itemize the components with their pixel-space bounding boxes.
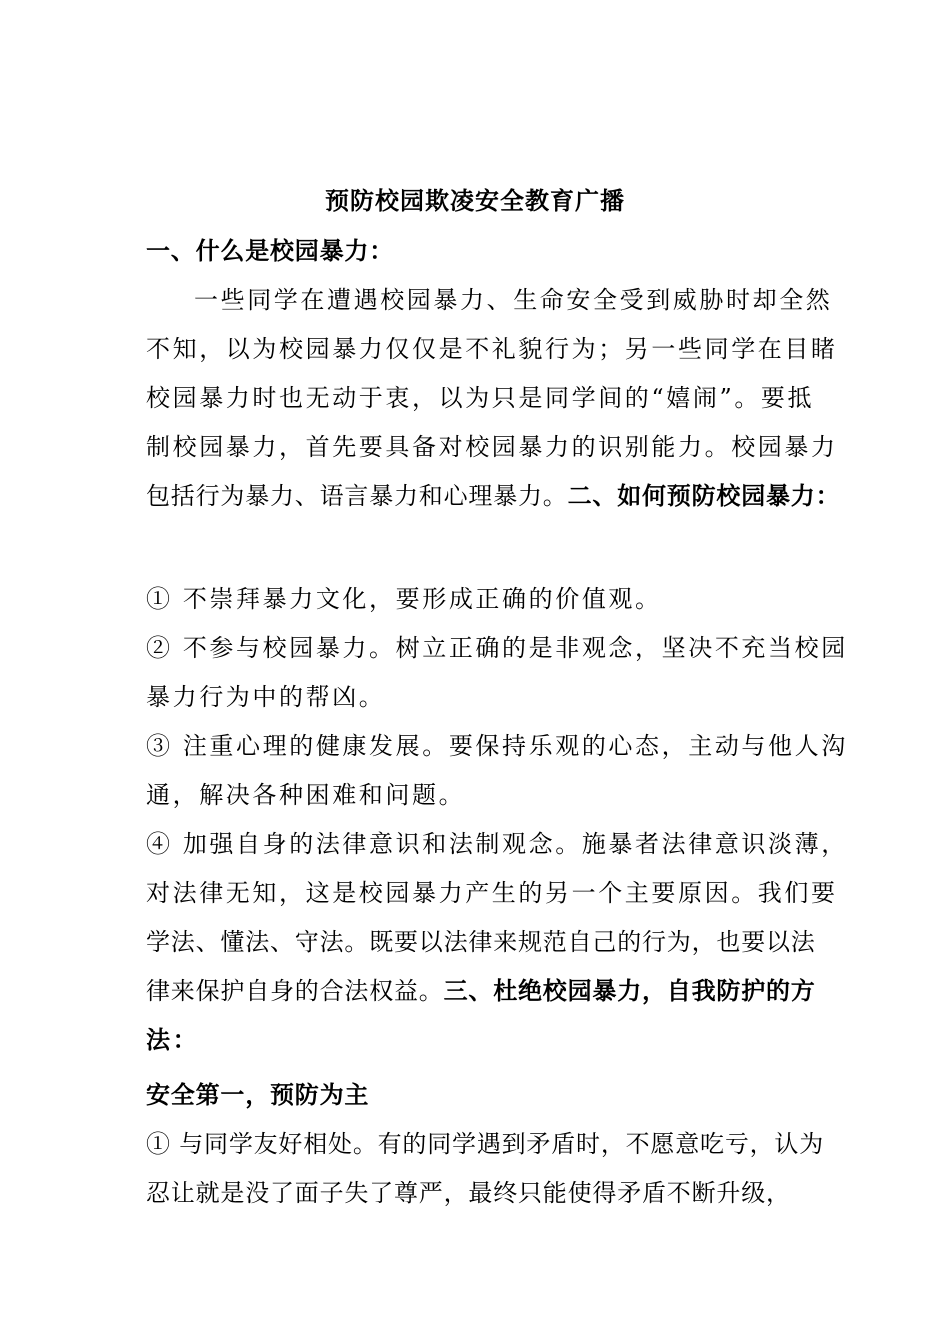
list-item-continuation bbox=[146, 971, 826, 1011]
section-heading-how-to-prevent: 二、如何预防校园暴力： bbox=[567, 481, 841, 510]
list-item-continuation: 通，解决各种困难和问题。 bbox=[146, 781, 466, 809]
paragraph-line: 一些同学在遭遇校园暴力、生命安全受到威胁时却全然 bbox=[194, 286, 833, 314]
section-heading-what-is-violence: 一、什么是校园暴力： bbox=[146, 236, 394, 265]
paragraph-line bbox=[146, 476, 841, 516]
section-heading-continuation: 法： bbox=[146, 1025, 200, 1054]
list-item-continuation: 暴力行为中的帮凶。 bbox=[146, 683, 386, 711]
paragraph-text: 律来保护自身的合法权益。 bbox=[146, 977, 444, 1005]
list-item-continuation: 学法、懂法、守法。既要以法律来规范自己的行为，也要以法 bbox=[146, 928, 816, 956]
list-item-continuation: 忍让就是没了面子失了尊严，最终只能使得矛盾不断升级， bbox=[146, 1179, 791, 1207]
list-item: ① 不崇拜暴力文化，要形成正确的价值观。 bbox=[146, 585, 662, 613]
document-title: 预防校园欺凌安全教育广播 bbox=[325, 186, 625, 215]
paragraph-line: 制校园暴力，首先要具备对校园暴力的识别能力。校园暴力 bbox=[146, 433, 838, 461]
paragraph-line: 不知，以为校园暴力仅仅是不礼貌行为；另一些同学在目睹 bbox=[146, 335, 838, 363]
list-item: ② 不参与校园暴力。树立正确的是非观念，坚决不充当校园 bbox=[146, 634, 848, 662]
section-heading-self-protection: 三、杜绝校园暴力，自我防护的方 bbox=[443, 976, 816, 1005]
list-item: ① 与同学友好相处。有的同学遇到矛盾时，不愿意吃亏，认为 bbox=[146, 1130, 825, 1158]
paragraph-text: 包括行为暴力、语言暴力和心理暴力。 bbox=[146, 482, 568, 510]
list-item: ④ 加强自身的法律意识和法制观念。施暴者法律意识淡薄， bbox=[146, 830, 848, 858]
paragraph-line: 校园暴力时也无动于衷，以为只是同学间的“嬉闹”。要抵 bbox=[146, 384, 815, 412]
list-item-continuation: 对法律无知，这是校园暴力产生的另一个主要原因。我们要 bbox=[146, 879, 838, 907]
list-item: ③ 注重心理的健康发展。要保持乐观的心态，主动与他人沟 bbox=[146, 732, 848, 760]
sub-heading-safety-first: 安全第一，预防为主 bbox=[146, 1080, 370, 1109]
